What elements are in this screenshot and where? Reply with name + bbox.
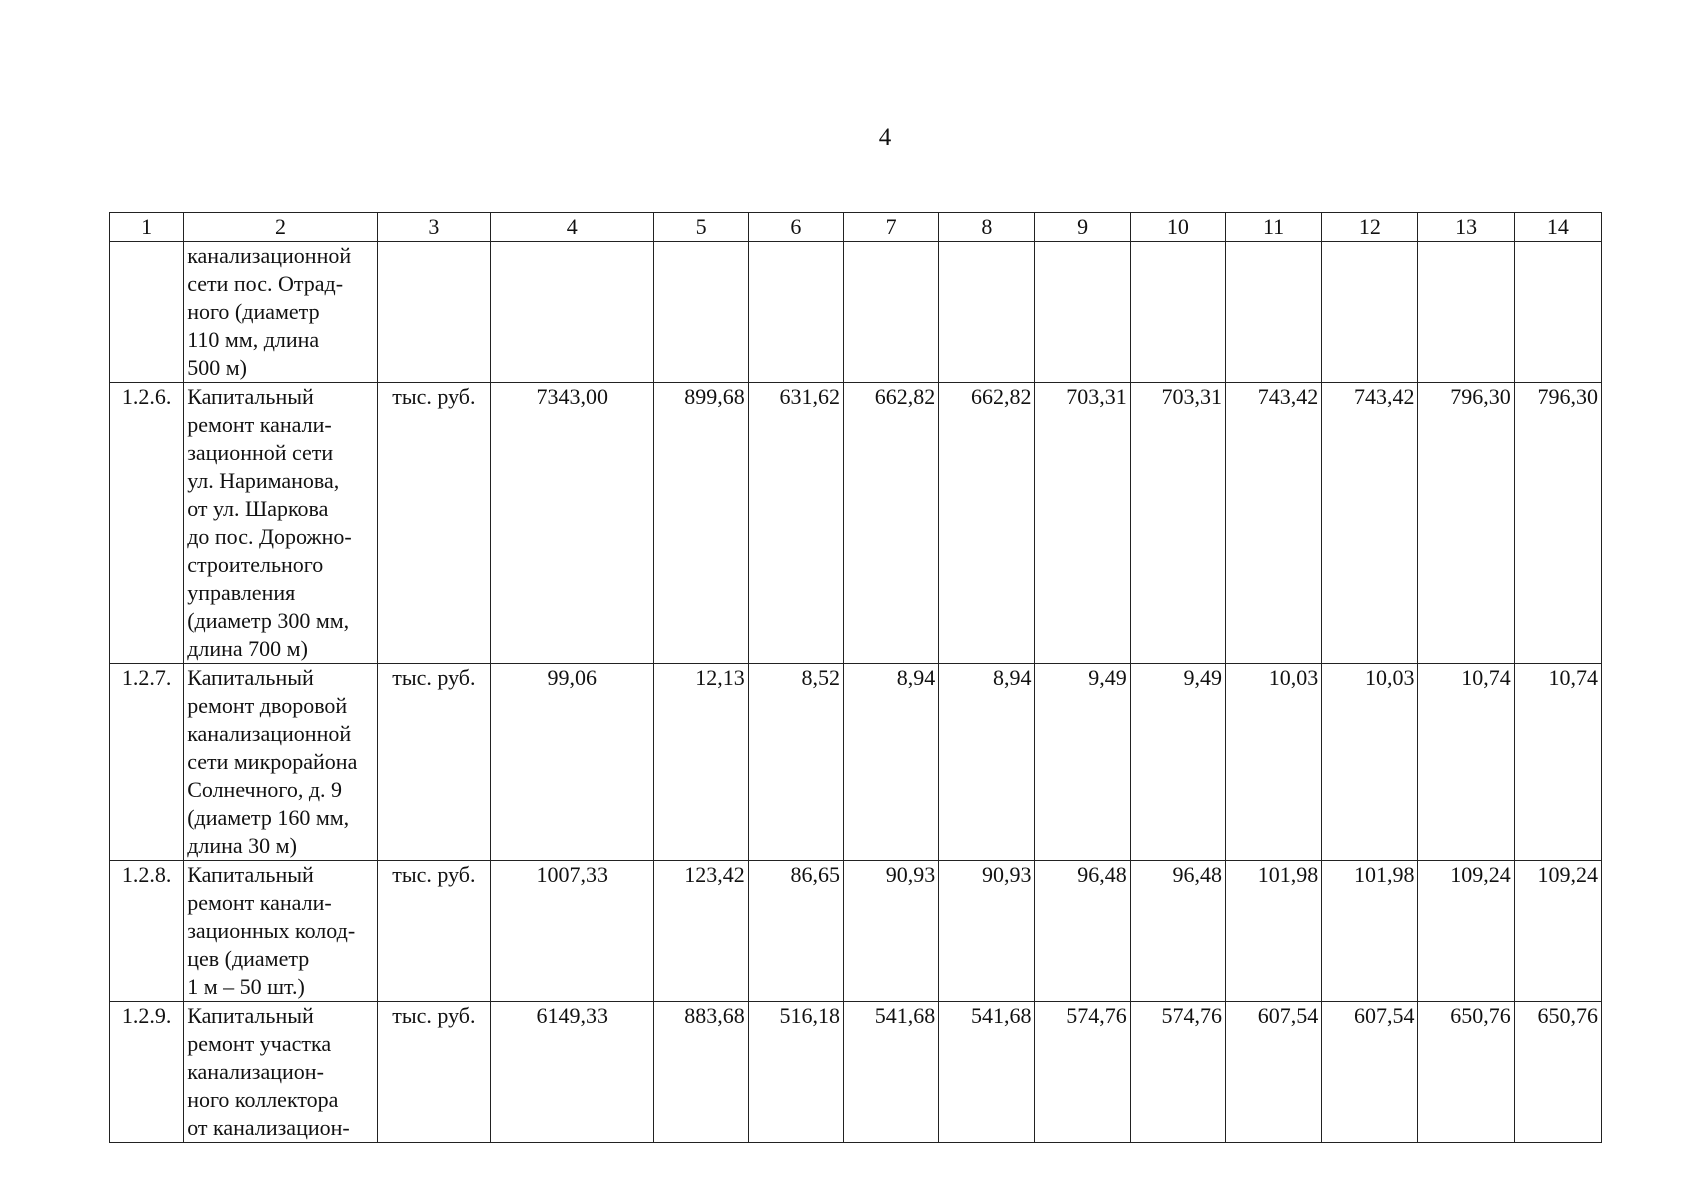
description-line: длина 700 м) bbox=[187, 636, 308, 661]
column-header: 12 bbox=[1322, 213, 1418, 242]
description-line: 500 м) bbox=[187, 355, 247, 380]
value-cell: 574,76 bbox=[1035, 1002, 1130, 1143]
description-line: 1 м – 50 шт.) bbox=[187, 974, 305, 999]
description-line: Капитальный bbox=[187, 862, 314, 887]
value-cell: 541,68 bbox=[843, 1002, 938, 1143]
table-row bbox=[110, 861, 1602, 1002]
value-cell: 899,68 bbox=[654, 383, 748, 664]
description-line: управления bbox=[187, 580, 296, 605]
table-row bbox=[110, 242, 1602, 383]
value-cell bbox=[1514, 242, 1601, 383]
column-header: 14 bbox=[1514, 213, 1601, 242]
item-number: 1.2.7. bbox=[110, 664, 184, 861]
description-line: длина 30 м) bbox=[187, 833, 297, 858]
value-cell: 743,42 bbox=[1322, 383, 1418, 664]
description-line: ного коллектора bbox=[187, 1087, 339, 1112]
column-header: 3 bbox=[377, 213, 490, 242]
item-unit: тыс. руб. bbox=[377, 383, 490, 664]
description-line: сети микрорайона bbox=[187, 749, 358, 774]
column-header: 11 bbox=[1225, 213, 1321, 242]
value-cell: 650,76 bbox=[1418, 1002, 1514, 1143]
value-cell bbox=[654, 242, 748, 383]
description-line: Капитальный bbox=[187, 384, 314, 409]
description-line: 110 мм, длина bbox=[187, 327, 320, 352]
column-header: 7 bbox=[843, 213, 938, 242]
item-description bbox=[184, 1002, 378, 1143]
description-line: от ул. Шаркова bbox=[187, 496, 329, 521]
item-unit: тыс. руб. bbox=[377, 1002, 490, 1143]
value-cell: 90,93 bbox=[843, 861, 938, 1002]
item-description bbox=[184, 383, 378, 664]
item-unit bbox=[377, 242, 490, 383]
value-cell: 8,94 bbox=[843, 664, 938, 861]
value-cell: 703,31 bbox=[1035, 383, 1130, 664]
value-cell: 9,49 bbox=[1130, 664, 1225, 861]
description-line: канализацион- bbox=[187, 1059, 324, 1084]
value-cell: 703,31 bbox=[1130, 383, 1225, 664]
value-cell: 743,42 bbox=[1225, 383, 1321, 664]
column-number-row bbox=[110, 213, 1602, 242]
value-cell bbox=[1035, 242, 1130, 383]
value-cell: 7343,00 bbox=[491, 383, 654, 664]
value-cell: 607,54 bbox=[1322, 1002, 1418, 1143]
column-header: 2 bbox=[184, 213, 378, 242]
column-header: 10 bbox=[1130, 213, 1225, 242]
value-cell: 10,74 bbox=[1418, 664, 1514, 861]
column-header: 13 bbox=[1418, 213, 1514, 242]
item-description bbox=[184, 664, 378, 861]
value-cell: 8,94 bbox=[939, 664, 1035, 861]
value-cell bbox=[748, 242, 843, 383]
value-cell: 541,68 bbox=[939, 1002, 1035, 1143]
value-cell: 796,30 bbox=[1418, 383, 1514, 664]
value-cell bbox=[1322, 242, 1418, 383]
value-cell bbox=[1225, 242, 1321, 383]
value-cell: 109,24 bbox=[1418, 861, 1514, 1002]
description-line: ул. Нариманова, bbox=[187, 468, 340, 493]
description-line: ремонт участка bbox=[187, 1031, 332, 1056]
table-row bbox=[110, 1002, 1602, 1143]
description-line: зационной сети bbox=[187, 440, 334, 465]
item-unit: тыс. руб. bbox=[377, 664, 490, 861]
column-header: 8 bbox=[939, 213, 1035, 242]
value-cell bbox=[843, 242, 938, 383]
item-unit: тыс. руб. bbox=[377, 861, 490, 1002]
value-cell: 9,49 bbox=[1035, 664, 1130, 861]
value-cell: 662,82 bbox=[843, 383, 938, 664]
value-cell: 90,93 bbox=[939, 861, 1035, 1002]
item-number: 1.2.6. bbox=[110, 383, 184, 664]
description-line: от канализацион- bbox=[187, 1115, 350, 1140]
column-header: 1 bbox=[110, 213, 184, 242]
value-cell: 12,13 bbox=[654, 664, 748, 861]
description-line: Капитальный bbox=[187, 665, 314, 690]
description-line: (диаметр 300 мм, bbox=[187, 608, 350, 633]
value-cell: 10,03 bbox=[1225, 664, 1321, 861]
description-line: до пос. Дорожно- bbox=[187, 524, 352, 549]
page-number: 4 bbox=[878, 124, 892, 151]
column-header: 6 bbox=[748, 213, 843, 242]
value-cell bbox=[491, 242, 654, 383]
value-cell: 650,76 bbox=[1514, 1002, 1601, 1143]
description-line: строительного bbox=[187, 552, 324, 577]
description-line: (диаметр 160 мм, bbox=[187, 805, 350, 830]
value-cell: 883,68 bbox=[654, 1002, 748, 1143]
description-line: Солнечного, д. 9 bbox=[187, 777, 343, 802]
budget-table bbox=[109, 212, 1602, 1143]
description-line: ремонт дворовой bbox=[187, 693, 348, 718]
description-line: ремонт канали- bbox=[187, 412, 332, 437]
value-cell bbox=[1418, 242, 1514, 383]
value-cell: 796,30 bbox=[1514, 383, 1601, 664]
column-header: 9 bbox=[1035, 213, 1130, 242]
value-cell: 1007,33 bbox=[491, 861, 654, 1002]
value-cell: 101,98 bbox=[1225, 861, 1321, 1002]
value-cell: 574,76 bbox=[1130, 1002, 1225, 1143]
value-cell: 662,82 bbox=[939, 383, 1035, 664]
item-description bbox=[184, 861, 378, 1002]
value-cell: 607,54 bbox=[1225, 1002, 1321, 1143]
item-number bbox=[110, 242, 184, 383]
value-cell: 96,48 bbox=[1130, 861, 1225, 1002]
value-cell: 8,52 bbox=[748, 664, 843, 861]
value-cell: 10,74 bbox=[1514, 664, 1601, 861]
item-number: 1.2.8. bbox=[110, 861, 184, 1002]
description-line: канализационной bbox=[187, 243, 352, 268]
value-cell: 6149,33 bbox=[491, 1002, 654, 1143]
value-cell: 101,98 bbox=[1322, 861, 1418, 1002]
table-row bbox=[110, 664, 1602, 861]
value-cell: 86,65 bbox=[748, 861, 843, 1002]
description-line: Капитальный bbox=[187, 1003, 314, 1028]
value-cell: 10,03 bbox=[1322, 664, 1418, 861]
value-cell: 109,24 bbox=[1514, 861, 1601, 1002]
description-line: ремонт канали- bbox=[187, 890, 332, 915]
column-header: 5 bbox=[654, 213, 748, 242]
value-cell: 516,18 bbox=[748, 1002, 843, 1143]
value-cell: 99,06 bbox=[491, 664, 654, 861]
description-line: ного (диаметр bbox=[187, 299, 320, 324]
item-number: 1.2.9. bbox=[110, 1002, 184, 1143]
table-row bbox=[110, 383, 1602, 664]
value-cell bbox=[939, 242, 1035, 383]
value-cell bbox=[1130, 242, 1225, 383]
value-cell: 631,62 bbox=[748, 383, 843, 664]
description-line: зационных колод- bbox=[187, 918, 356, 943]
description-line: канализационной bbox=[187, 721, 352, 746]
description-line: сети пос. Отрад- bbox=[187, 271, 344, 296]
description-line: цев (диаметр bbox=[187, 946, 310, 971]
value-cell: 123,42 bbox=[654, 861, 748, 1002]
value-cell: 96,48 bbox=[1035, 861, 1130, 1002]
column-header: 4 bbox=[491, 213, 654, 242]
item-description bbox=[184, 242, 378, 383]
